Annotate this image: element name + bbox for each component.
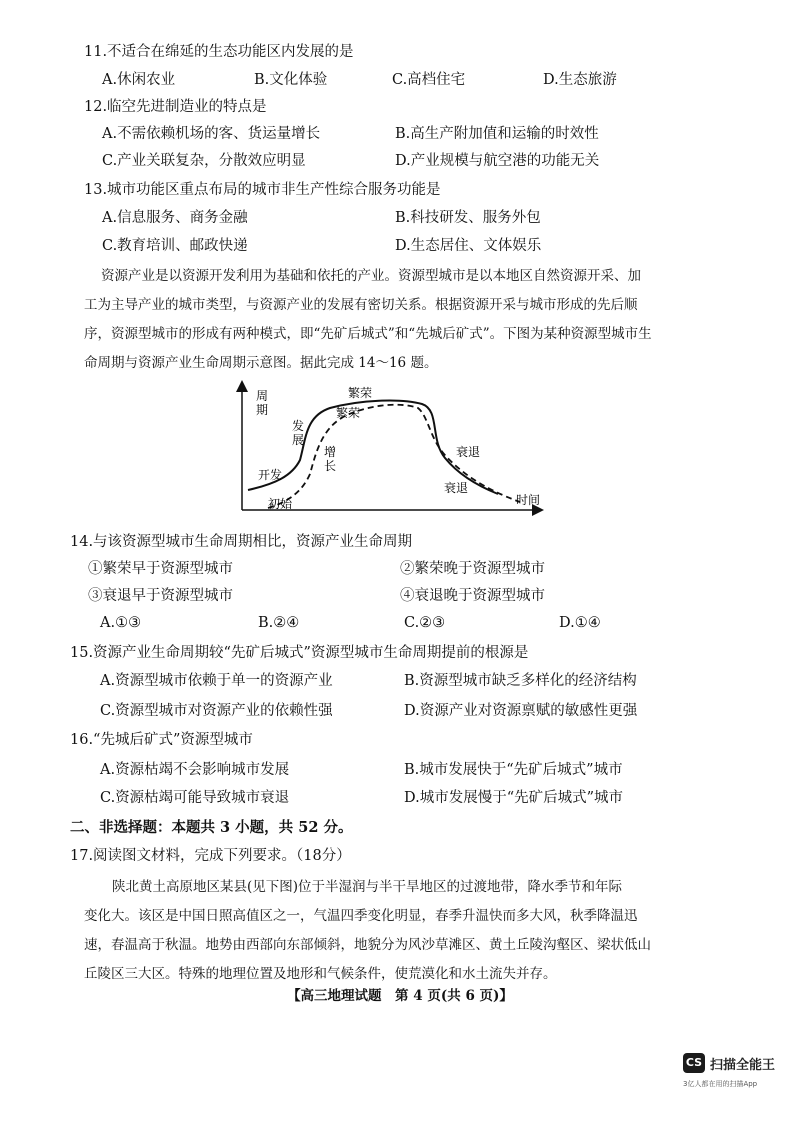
q16-option-b: B.城市发展快于“先矿后城式”城市 <box>404 762 623 778</box>
q13-option-a: A.信息服务、商务金融 <box>102 210 248 226</box>
q12-stem: 12.临空先进制造业的特点是 <box>84 99 267 115</box>
q14-stem: 14.与该资源型城市生命周期相比，资源产业生命周期 <box>70 534 413 550</box>
q11-option-c: C.高档住宅 <box>392 72 466 88</box>
industry-life-cycle-curve <box>268 405 520 508</box>
q15-option-b: B.资源型城市缺乏多样化的经济结构 <box>404 673 637 689</box>
q16-option-d: D.城市发展慢于“先矿后城式”城市 <box>404 790 624 806</box>
q13-option-c: C.教育培训、邮政快递 <box>102 238 248 254</box>
watermark-slogan: 3亿人都在用的扫描App <box>683 1080 758 1088</box>
material-line-3: 序，资源型城市的形成有两种模式，即“先矿后城式”和“先城后矿式”。下图为某种资源型城市生 <box>84 326 652 342</box>
q13-stem: 13.城市功能区重点布局的城市非生产性综合服务功能是 <box>84 182 441 198</box>
label-increase-1: 增 <box>324 445 337 459</box>
q17-line-3: 速，春温高于秋温。地势由西部向东部倾斜，地貌分为风沙草滩区、黄土丘陵沟壑区、梁状低山 <box>84 937 651 953</box>
q14-option-c: C.②③ <box>404 615 446 631</box>
q16-option-a: A.资源枯竭不会影响城市发展 <box>100 762 290 778</box>
label-prosper-city: 繁荣 <box>348 386 373 400</box>
q14-option-b: B.②④ <box>258 615 300 631</box>
material-paragraph <box>84 262 712 378</box>
q15-option-c: C.资源型城市对资源产业的依赖性强 <box>100 703 333 719</box>
q12-option-a: A.不需依赖机场的客、货运量增长 <box>102 126 321 142</box>
label-increase-2: 长 <box>324 459 337 473</box>
section-2-heading: 二、非选择题：本题共 3 小题，共 52 分。 <box>70 819 353 836</box>
q12-option-b: B.高生产附加值和运输的时效性 <box>395 126 599 142</box>
q12-option-c: C.产业关联复杂，分散效应明显 <box>102 153 306 169</box>
q11-option-a: A.休闲农业 <box>102 72 176 88</box>
q11-stem: 11.不适合在绵延的生态功能区内发展的是 <box>84 44 354 60</box>
label-prosper-industry: 繁荣 <box>336 406 361 420</box>
page-footer: 【高三地理试题 第 4 页(共 6 页)】 <box>287 988 513 1004</box>
q15-option-d: D.资源产业对资源禀赋的敏感性更强 <box>404 703 638 719</box>
q13-option-d: D.生态居住、文体娱乐 <box>395 238 542 254</box>
material-line-1: 资源产业是以资源开发利用为基础和依托的产业。资源型城市是以本地区自然资源开采、加 <box>101 268 641 284</box>
label-initial: 初始 <box>268 497 293 511</box>
q11-option-b: B.文化体验 <box>254 72 328 88</box>
q14-statement-3: ③衰退早于资源型城市 <box>88 588 233 604</box>
watermark-brand: 扫描全能王 <box>710 1058 776 1073</box>
q12-option-d: D.产业规模与航空港的功能无关 <box>395 153 600 169</box>
scanner-watermark <box>683 1052 793 1092</box>
life-cycle-figure <box>230 380 550 520</box>
q14-statement-1: ①繁荣早于资源型城市 <box>88 561 233 577</box>
q17-stem: 17.阅读图文材料，完成下列要求。（18分） <box>70 848 351 864</box>
y-axis-label-2: 期 <box>256 403 269 417</box>
camscanner-icon: CS <box>683 1053 705 1073</box>
q13-option-b: B.科技研发、服务外包 <box>395 210 541 226</box>
q11-option-d: D.生态旅游 <box>543 72 617 88</box>
material-line-2: 工为主导产业的城市类型，与资源产业的发展有密切关系。根据资源开采与城市形成的先后顺 <box>84 297 638 313</box>
q15-stem: 15.资源产业生命周期较“先矿后城式”资源型城市生命周期提前的根源是 <box>70 645 529 661</box>
q15-option-a: A.资源型城市依赖于单一的资源产业 <box>100 673 333 689</box>
label-decline-industry: 衰退 <box>444 481 469 495</box>
q17-line-4: 丘陵区三大区。特殊的地理位置及地形和气候条件，使荒漠化和水土流失并存。 <box>84 966 557 982</box>
label-decline-city: 衰退 <box>456 445 481 459</box>
y-axis-label-1: 周 <box>256 389 269 403</box>
q17-line-2: 变化大。该区是中国日照高值区之一，气温四季变化明显，春季升温快而多大风，秋季降温迅 <box>84 908 638 924</box>
q14-statement-4: ④衰退晚于资源型城市 <box>400 588 545 604</box>
label-growth-2: 展 <box>292 433 305 447</box>
q14-option-a: A.①③ <box>100 615 142 631</box>
q17-paragraph <box>84 873 712 989</box>
q16-option-c: C.资源枯竭可能导致城市衰退 <box>100 790 290 806</box>
label-growth-1: 发 <box>292 419 305 433</box>
q14-statement-2: ②繁荣晚于资源型城市 <box>400 561 545 577</box>
x-axis-label: 时间 <box>516 493 541 507</box>
q14-option-d: D.①④ <box>559 615 601 631</box>
q17-line-1: 陕北黄土高原地区某县(见下图)位于半湿润与半干旱地区的过渡地带，降水季节和年际 <box>112 879 623 895</box>
material-line-4: 命周期与资源产业生命周期示意图。据此完成 14～16 题。 <box>84 355 438 371</box>
q16-stem: 16.“先城后矿式”资源型城市 <box>70 732 253 748</box>
label-develop: 开发 <box>258 468 283 482</box>
